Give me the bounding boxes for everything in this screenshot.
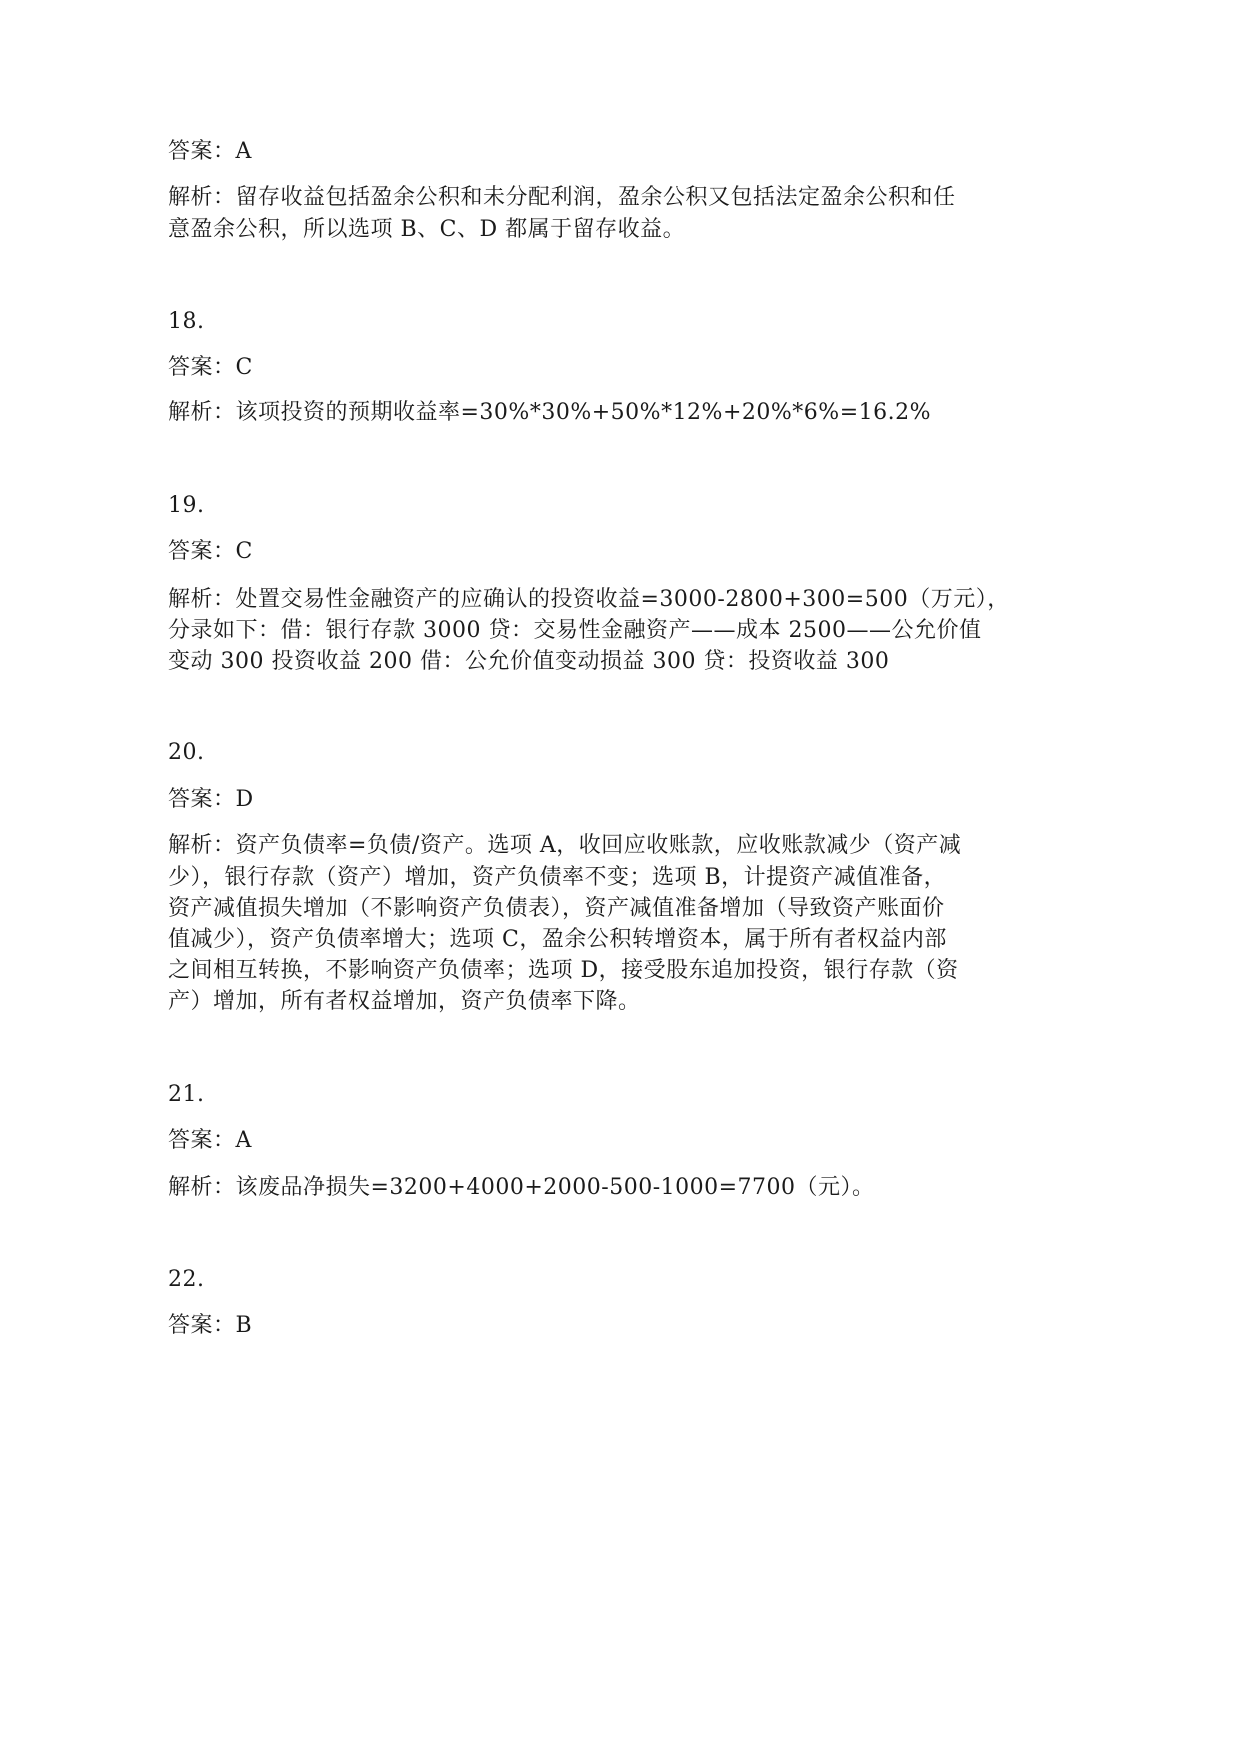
explanation-20-line-4: 值减少），资产负债率增大；选项 C，盈余公积转增资本，属于所有者权益内部 bbox=[168, 927, 947, 952]
explanation-17-line-2: 意盈余公积，所以选项 B、C、D 都属于留存收益。 bbox=[168, 217, 686, 242]
explanation-19-line-1: 解析：处置交易性金融资产的应确认的投资收益=3000-2800+300=500（万元）， bbox=[168, 587, 1010, 612]
explanation-19-line-3: 变动 300 投资收益 200 借：公允价值变动损益 300 贷：投资收益 300 bbox=[168, 649, 890, 674]
question-number-21: 21. bbox=[168, 1082, 205, 1107]
answer-19: 答案：C bbox=[168, 539, 253, 564]
explanation-20-line-5: 之间相互转换，不影响资产负债率；选项 D，接受股东追加投资，银行存款（资 bbox=[168, 958, 959, 983]
question-number-22: 22. bbox=[168, 1267, 205, 1292]
explanation-18-line-1: 解析：该项投资的预期收益率=30%*30%+50%*12%+20%*6%=16.2% bbox=[168, 400, 932, 425]
explanation-19-line-2: 分录如下：借：银行存款 3000 贷：交易性金融资产——成本 2500——公允价值 bbox=[168, 618, 982, 643]
explanation-20-line-3: 资产减值损失增加（不影响资产负债表），资产减值准备增加（导致资产账面价 bbox=[168, 896, 945, 921]
answer-22: 答案：B bbox=[168, 1313, 253, 1338]
explanation-20-line-1: 解析：资产负债率=负债/资产。选项 A，收回应收账款，应收账款减少（资产减 bbox=[168, 833, 962, 858]
explanation-20-line-6: 产）增加，所有者权益增加，资产负债率下降。 bbox=[168, 989, 641, 1014]
answer-21: 答案：A bbox=[168, 1128, 252, 1153]
question-number-19: 19. bbox=[168, 493, 205, 518]
question-number-18: 18. bbox=[168, 309, 205, 334]
answer-18: 答案：C bbox=[168, 355, 253, 380]
explanation-20-line-2: 少），银行存款（资产）增加，资产负债率不变；选项 B，计提资产减值准备， bbox=[168, 865, 947, 890]
answer-20: 答案：D bbox=[168, 787, 254, 812]
explanation-21-line-1: 解析：该废品净损失=3200+4000+2000-500-1000=7700（元）。 bbox=[168, 1175, 875, 1200]
explanation-17-line-1: 解析：留存收益包括盈余公积和未分配利润，盈余公积又包括法定盈余公积和任 bbox=[168, 185, 956, 210]
answer-17: 答案：A bbox=[168, 139, 252, 164]
question-number-20: 20. bbox=[168, 740, 205, 765]
